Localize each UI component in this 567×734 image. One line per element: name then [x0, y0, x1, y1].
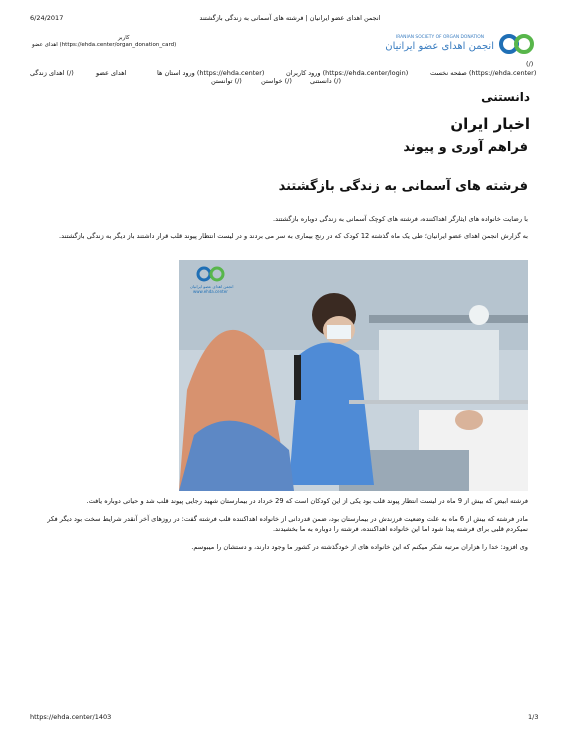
nav-sub-knowing[interactable]: دانستنی (/)	[310, 77, 341, 85]
nav-item-login[interactable]: ورود کاربران (https://ehda.center/login)	[286, 69, 409, 77]
photo-watermark-text: انجمن اهدای عضو ایرانیان	[190, 284, 234, 289]
article-paragraph-3: مادر فرشته که بیش از 6 ماه به علت وضعیت فرزندش در بیمارستان بود، ضمن قدردانی از خانواده اهداکننده قلب فرشته گفت: در روزهای آخر آنقدر شرایط سخت بود دیگر فکر نمیکردم قلبی برای فرشته پیدا شود اما این خانواده اهداکننده، فرشته را دوباره به ما بخشیدند.	[47, 515, 528, 533]
logo-persian: انجمن اهدای عضو ایرانیان	[385, 41, 494, 52]
nav-sub-wanting[interactable]: خواستن (/)	[261, 77, 292, 85]
photo-watermark-url: www.ehda.center	[193, 289, 228, 294]
home-slash-link[interactable]: (/)	[526, 60, 534, 68]
article-lead: با رضایت خانواده های ایثارگر اهداکننده، فرشته های کوچک آسمانی به زندگی دوباره بازگشتند.	[273, 215, 528, 223]
nav-item-home[interactable]: صفحه نخست (https://ehda.center)	[430, 69, 537, 77]
nav-sub-able[interactable]: توانستن (/)	[211, 77, 242, 85]
article-photo	[179, 260, 528, 491]
print-footer-url: https://ehda.center/1403	[30, 713, 112, 721]
article-title: فرشته های آسمانی به زندگی بازگشتند	[278, 179, 528, 194]
article-paragraph-1: به گزارش انجمن اهدای عضو ایرانیان؛ طی یک ماه گذشته 12 کودک که در رنج بیماری به سر می بردند و در لیست انتظار پیوند قلب قرار داشتند باز دیگر به زندگی بازگشتند.	[59, 232, 528, 240]
section-heading[interactable]: دانستنی	[481, 90, 530, 104]
nav-item-organ-donation[interactable]: اهدای عضو	[96, 69, 127, 77]
logo-english: IRANIAN SOCIETY OF ORGAN DONATION	[396, 35, 485, 40]
nav-item-provinces[interactable]: ورود استان ها (https://ehda.center)	[157, 69, 265, 77]
subcategory-heading[interactable]: فراهم آوری و پیوند	[403, 140, 528, 155]
organ-card-link[interactable]: اهدای عضو (https://ehda.center/organ_donation_card)	[32, 42, 177, 48]
nav-item-life-donation[interactable]: اهدای زندگی (/)	[30, 69, 74, 77]
print-date: 6/24/2017	[30, 14, 64, 22]
article-paragraph-2: فرشته ابیض که بیش از 9 ماه در لیست انتظار پیوند قلب بود یکی از این کودکان است که 29 خرداد در بیمارستان شهید رجایی پیوند قلب شد و حیاتی دوباره یافت.	[86, 497, 528, 505]
article-paragraph-4: وی افزود: خدا را هزاران مرتبه شکر میکنم که این خانواده های از خودگذشته در کشور ما وجود دارند، و دستشان را میبوسم.	[191, 543, 528, 551]
login-label: کاربر	[118, 35, 130, 41]
logo-icon[interactable]	[497, 34, 537, 54]
print-title: انجمن اهدای عضو ایرانیان | فرشته های آسمانی به زندگی بازگشتند	[199, 14, 381, 22]
category-heading[interactable]: اخبار ایران	[450, 115, 530, 133]
print-page-number: 1/3	[528, 713, 539, 721]
